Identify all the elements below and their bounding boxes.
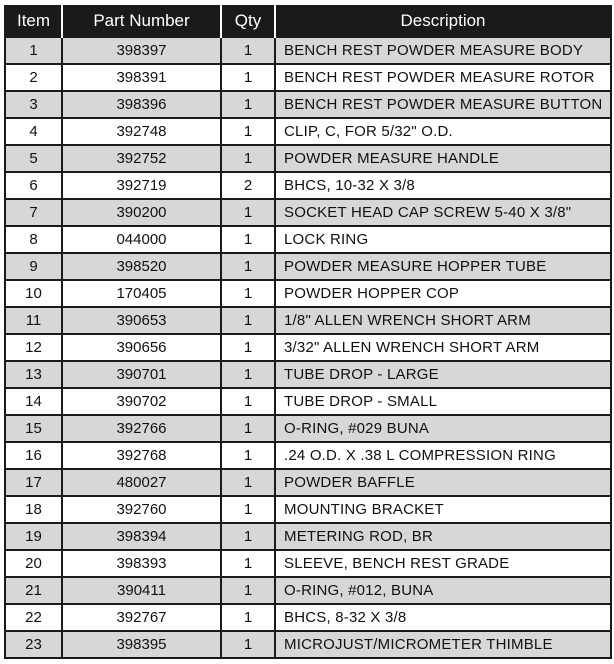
part-number-cell: 392760: [62, 496, 221, 523]
qty-cell: 1: [221, 253, 275, 280]
qty-cell: 1: [221, 64, 275, 91]
table-row: [5, 280, 611, 307]
item-cell: 22: [5, 604, 62, 631]
description-cell: LOCK RING: [275, 226, 611, 253]
item-cell: 12: [5, 334, 62, 361]
qty-cell: 2: [221, 172, 275, 199]
table-row: [5, 64, 611, 91]
description-cell: BENCH REST POWDER MEASURE BODY: [275, 37, 611, 64]
table-row: [5, 550, 611, 577]
description-cell: POWDER MEASURE HANDLE: [275, 145, 611, 172]
description-cell: 3/32" ALLEN WRENCH SHORT ARM: [275, 334, 611, 361]
item-cell: 21: [5, 577, 62, 604]
table-row: [5, 523, 611, 550]
part-number-cell: 398395: [62, 631, 221, 658]
item-cell: 11: [5, 307, 62, 334]
description-cell: MICROJUST/MICROMETER THIMBLE: [275, 631, 611, 658]
qty-cell: 1: [221, 496, 275, 523]
qty-cell: 1: [221, 226, 275, 253]
parts-list-table: [4, 5, 612, 659]
qty-cell: 1: [221, 361, 275, 388]
qty-cell: 1: [221, 307, 275, 334]
item-cell: 10: [5, 280, 62, 307]
qty-cell: 1: [221, 469, 275, 496]
description-cell: SLEEVE, BENCH REST GRADE: [275, 550, 611, 577]
table-row: [5, 253, 611, 280]
table-body: [5, 37, 611, 658]
item-cell: 8: [5, 226, 62, 253]
item-cell: 4: [5, 118, 62, 145]
part-number-cell: 392768: [62, 442, 221, 469]
description-cell: CLIP, C, FOR 5/32" O.D.: [275, 118, 611, 145]
part-number-cell: 398393: [62, 550, 221, 577]
part-number-cell: 392752: [62, 145, 221, 172]
header-item: Item: [5, 5, 62, 37]
item-cell: 1: [5, 37, 62, 64]
description-cell: O-RING, #029 BUNA: [275, 415, 611, 442]
item-cell: 19: [5, 523, 62, 550]
description-cell: METERING ROD, BR: [275, 523, 611, 550]
item-cell: 16: [5, 442, 62, 469]
item-cell: 13: [5, 361, 62, 388]
description-cell: MOUNTING BRACKET: [275, 496, 611, 523]
description-cell: BHCS, 8-32 X 3/8: [275, 604, 611, 631]
description-cell: POWDER HOPPER COP: [275, 280, 611, 307]
item-cell: 14: [5, 388, 62, 415]
part-number-cell: 398394: [62, 523, 221, 550]
table-header: [5, 5, 611, 37]
item-cell: 5: [5, 145, 62, 172]
description-cell: SOCKET HEAD CAP SCREW 5-40 X 3/8": [275, 199, 611, 226]
item-cell: 15: [5, 415, 62, 442]
part-number-cell: 392767: [62, 604, 221, 631]
table-row: [5, 91, 611, 118]
qty-cell: 1: [221, 415, 275, 442]
part-number-cell: 398396: [62, 91, 221, 118]
part-number-cell: 390701: [62, 361, 221, 388]
part-number-cell: 392719: [62, 172, 221, 199]
table-row: [5, 388, 611, 415]
item-cell: 20: [5, 550, 62, 577]
qty-cell: 1: [221, 604, 275, 631]
table-row: [5, 145, 611, 172]
header-description: Description: [275, 5, 611, 37]
header-row: [5, 5, 611, 37]
part-number-cell: 398520: [62, 253, 221, 280]
part-number-cell: 390411: [62, 577, 221, 604]
table-row: [5, 631, 611, 658]
part-number-cell: 390702: [62, 388, 221, 415]
description-cell: TUBE DROP - SMALL: [275, 388, 611, 415]
qty-cell: 1: [221, 37, 275, 64]
table-row: [5, 334, 611, 361]
qty-cell: 1: [221, 388, 275, 415]
description-cell: TUBE DROP - LARGE: [275, 361, 611, 388]
qty-cell: 1: [221, 550, 275, 577]
qty-cell: 1: [221, 118, 275, 145]
table-row: [5, 415, 611, 442]
item-cell: 6: [5, 172, 62, 199]
item-cell: 18: [5, 496, 62, 523]
part-number-cell: 392748: [62, 118, 221, 145]
table-row: [5, 172, 611, 199]
part-number-cell: 044000: [62, 226, 221, 253]
description-cell: 1/8" ALLEN WRENCH SHORT ARM: [275, 307, 611, 334]
table-row: [5, 37, 611, 64]
qty-cell: 1: [221, 442, 275, 469]
table-row: [5, 118, 611, 145]
table-row: [5, 604, 611, 631]
part-number-cell: 170405: [62, 280, 221, 307]
description-cell: BENCH REST POWDER MEASURE BUTTON: [275, 91, 611, 118]
item-cell: 17: [5, 469, 62, 496]
part-number-cell: 390656: [62, 334, 221, 361]
part-number-cell: 390653: [62, 307, 221, 334]
description-cell: .24 O.D. X .38 L COMPRESSION RING: [275, 442, 611, 469]
description-cell: POWDER BAFFLE: [275, 469, 611, 496]
table-row: [5, 496, 611, 523]
table-row: [5, 361, 611, 388]
part-number-cell: 398397: [62, 37, 221, 64]
item-cell: 3: [5, 91, 62, 118]
table-row: [5, 226, 611, 253]
part-number-cell: 480027: [62, 469, 221, 496]
description-cell: POWDER MEASURE HOPPER TUBE: [275, 253, 611, 280]
header-part-number: Part Number: [62, 5, 221, 37]
item-cell: 23: [5, 631, 62, 658]
table-row: [5, 442, 611, 469]
part-number-cell: 392766: [62, 415, 221, 442]
table-row: [5, 469, 611, 496]
part-number-cell: 398391: [62, 64, 221, 91]
qty-cell: 1: [221, 334, 275, 361]
qty-cell: 1: [221, 280, 275, 307]
description-cell: O-RING, #012, BUNA: [275, 577, 611, 604]
qty-cell: 1: [221, 631, 275, 658]
table-row: [5, 199, 611, 226]
qty-cell: 1: [221, 91, 275, 118]
table-row: [5, 307, 611, 334]
part-number-cell: 390200: [62, 199, 221, 226]
header-qty: Qty: [221, 5, 275, 37]
qty-cell: 1: [221, 577, 275, 604]
item-cell: 2: [5, 64, 62, 91]
qty-cell: 1: [221, 523, 275, 550]
qty-cell: 1: [221, 145, 275, 172]
description-cell: BENCH REST POWDER MEASURE ROTOR: [275, 64, 611, 91]
description-cell: BHCS, 10-32 X 3/8: [275, 172, 611, 199]
qty-cell: 1: [221, 199, 275, 226]
item-cell: 7: [5, 199, 62, 226]
item-cell: 9: [5, 253, 62, 280]
table-row: [5, 577, 611, 604]
